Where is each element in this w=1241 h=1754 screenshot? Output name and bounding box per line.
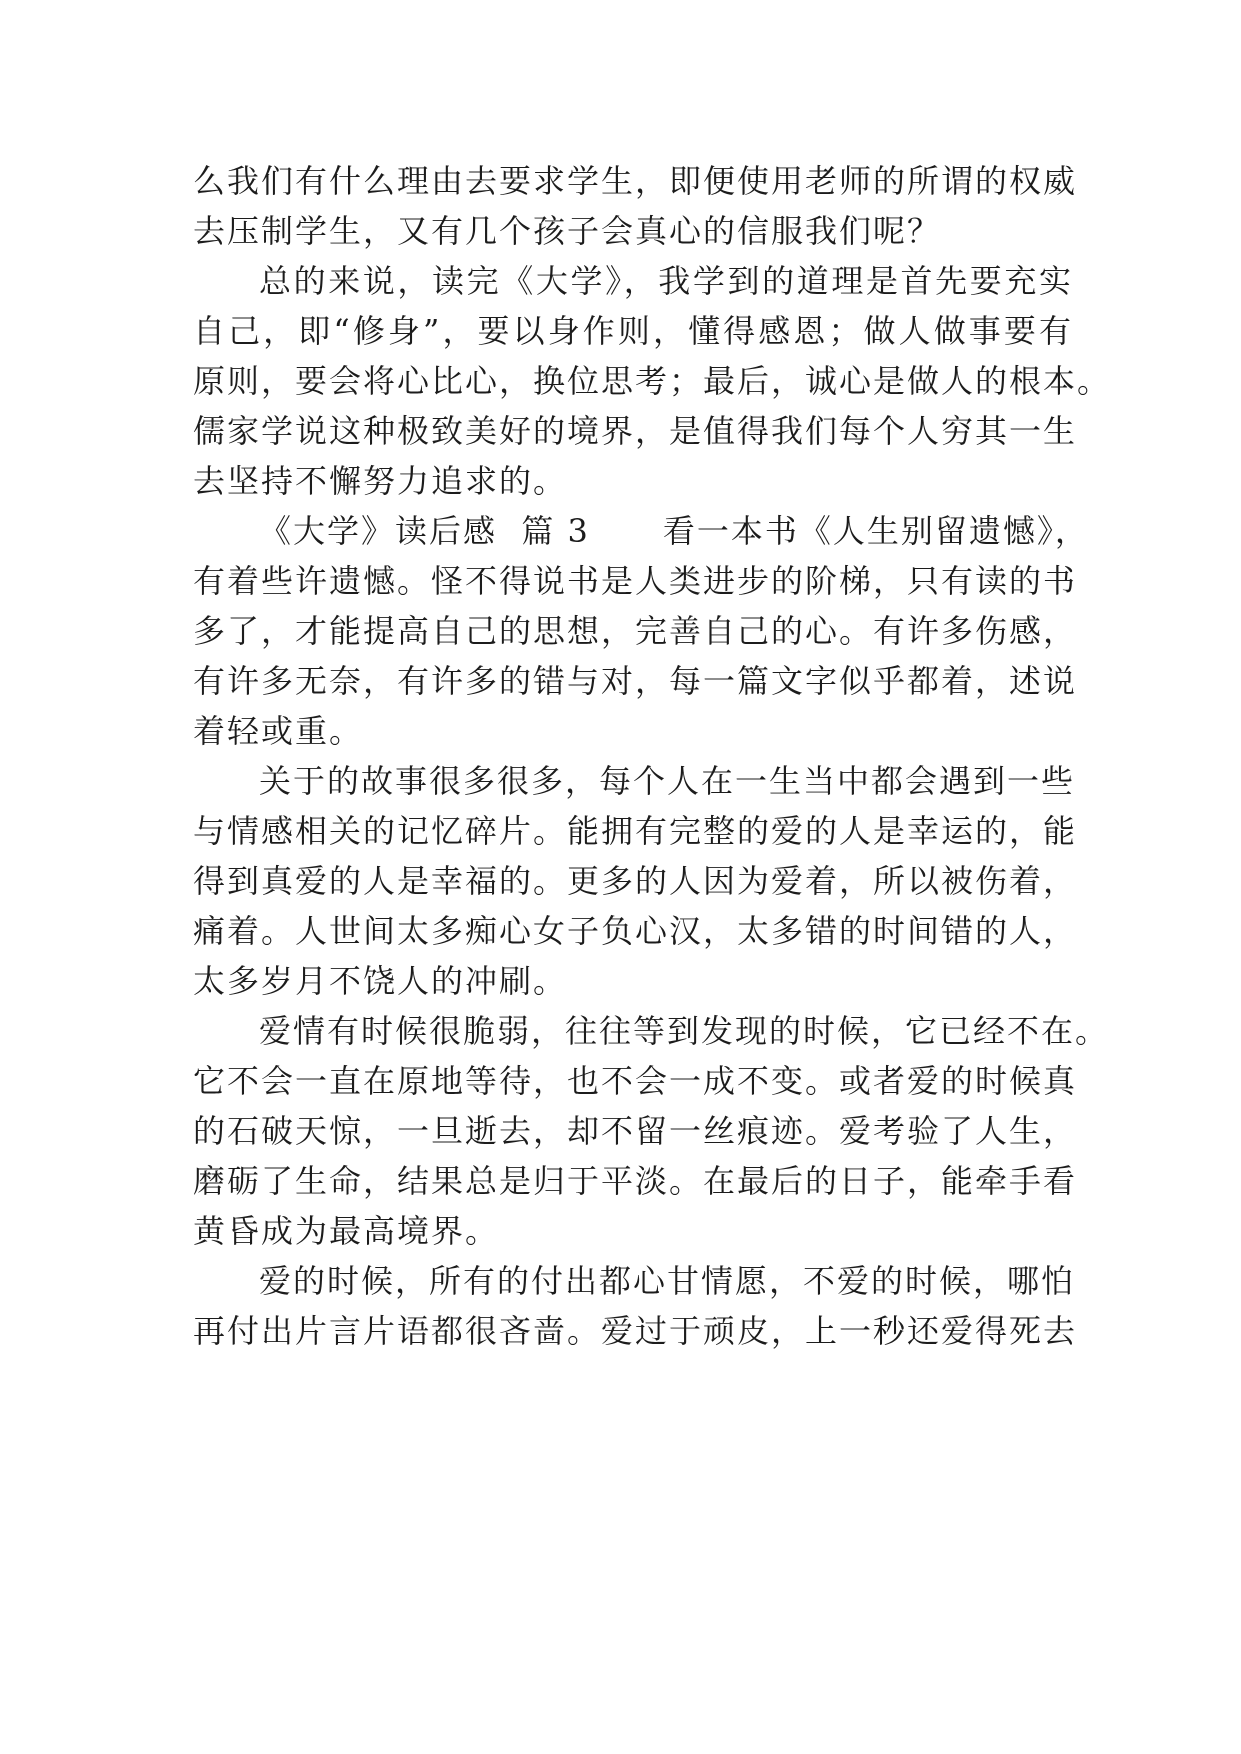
- text-line: 去压制学生，又有几个孩子会真心的信服我们呢？: [193, 212, 942, 250]
- section-heading-line: 《大学》读后感 篇 3 看一本书《人生别留遗憾》，: [259, 512, 1089, 550]
- text-line: 与情感相关的记忆碎片。能拥有完整的爱的人是幸运的，能: [193, 812, 1078, 850]
- text-line: 爱的时候，所有的付出都心甘情愿，不爱的时候，哪怕: [259, 1262, 1076, 1300]
- text-line: 原则，要会将心比心，换位思考；最后，诚心是做人的根本。: [193, 362, 1112, 400]
- text-line: 痛着。人世间太多痴心女子负心汉，太多错的时间错的人，: [193, 912, 1078, 950]
- paragraph-3: [193, 506, 1089, 756]
- paragraph-4: [193, 756, 1078, 1006]
- text-line: 总的来说，读完《大学》，我学到的道理是首先要充实: [259, 262, 1073, 300]
- text-line: 着轻或重。: [193, 712, 364, 750]
- text-line: 有许多无奈，有许多的错与对，每一篇文字似乎都着，述说: [193, 662, 1078, 700]
- text-line: 它不会一直在原地等待，也不会一成不变。或者爱的时候真: [193, 1062, 1078, 1100]
- text-line: 黄昏成为最高境界。: [193, 1212, 500, 1250]
- text-line: 去坚持不懈努力追求的。: [193, 462, 568, 500]
- text-line: 爱情有时候很脆弱，往往等到发现的时候，它已经不在。: [259, 1012, 1110, 1050]
- text-line: 么我们有什么理由去要求学生，即便使用老师的所谓的权威: [193, 162, 1078, 200]
- text-line: 关于的故事很多很多，每个人在一生当中都会遇到一些: [259, 762, 1076, 800]
- text-line: 儒家学说这种极致美好的境界，是值得我们每个人穷其一生: [193, 412, 1078, 450]
- text-line: 太多岁月不饶人的冲刷。: [193, 962, 568, 1000]
- text-line: 的石破天惊，一旦逝去，却不留一丝痕迹。爱考验了人生，: [193, 1112, 1078, 1150]
- text-line: 多了，才能提高自己的思想，完善自己的心。有许多伤感，: [193, 612, 1078, 650]
- text-line: 磨砺了生命，结果总是归于平淡。在最后的日子，能牵手看: [193, 1162, 1078, 1200]
- paragraph-6: [193, 1256, 1078, 1356]
- text-line: 自己，即“修身”，要以身作则，懂得感恩；做人做事要有: [193, 312, 1073, 350]
- text-line: 得到真爱的人是幸福的。更多的人因为爱着，所以被伤着，: [193, 862, 1078, 900]
- paragraph-1: [193, 156, 1078, 256]
- paragraph-2: [193, 256, 1112, 506]
- text-line: 有着些许遗憾。怪不得说书是人类进步的阶梯，只有读的书: [193, 562, 1078, 600]
- paragraph-5: [193, 1006, 1110, 1256]
- document-body: [193, 156, 1112, 1356]
- text-line: 再付出片言片语都很吝啬。爱过于顽皮，上一秒还爱得死去: [193, 1312, 1078, 1350]
